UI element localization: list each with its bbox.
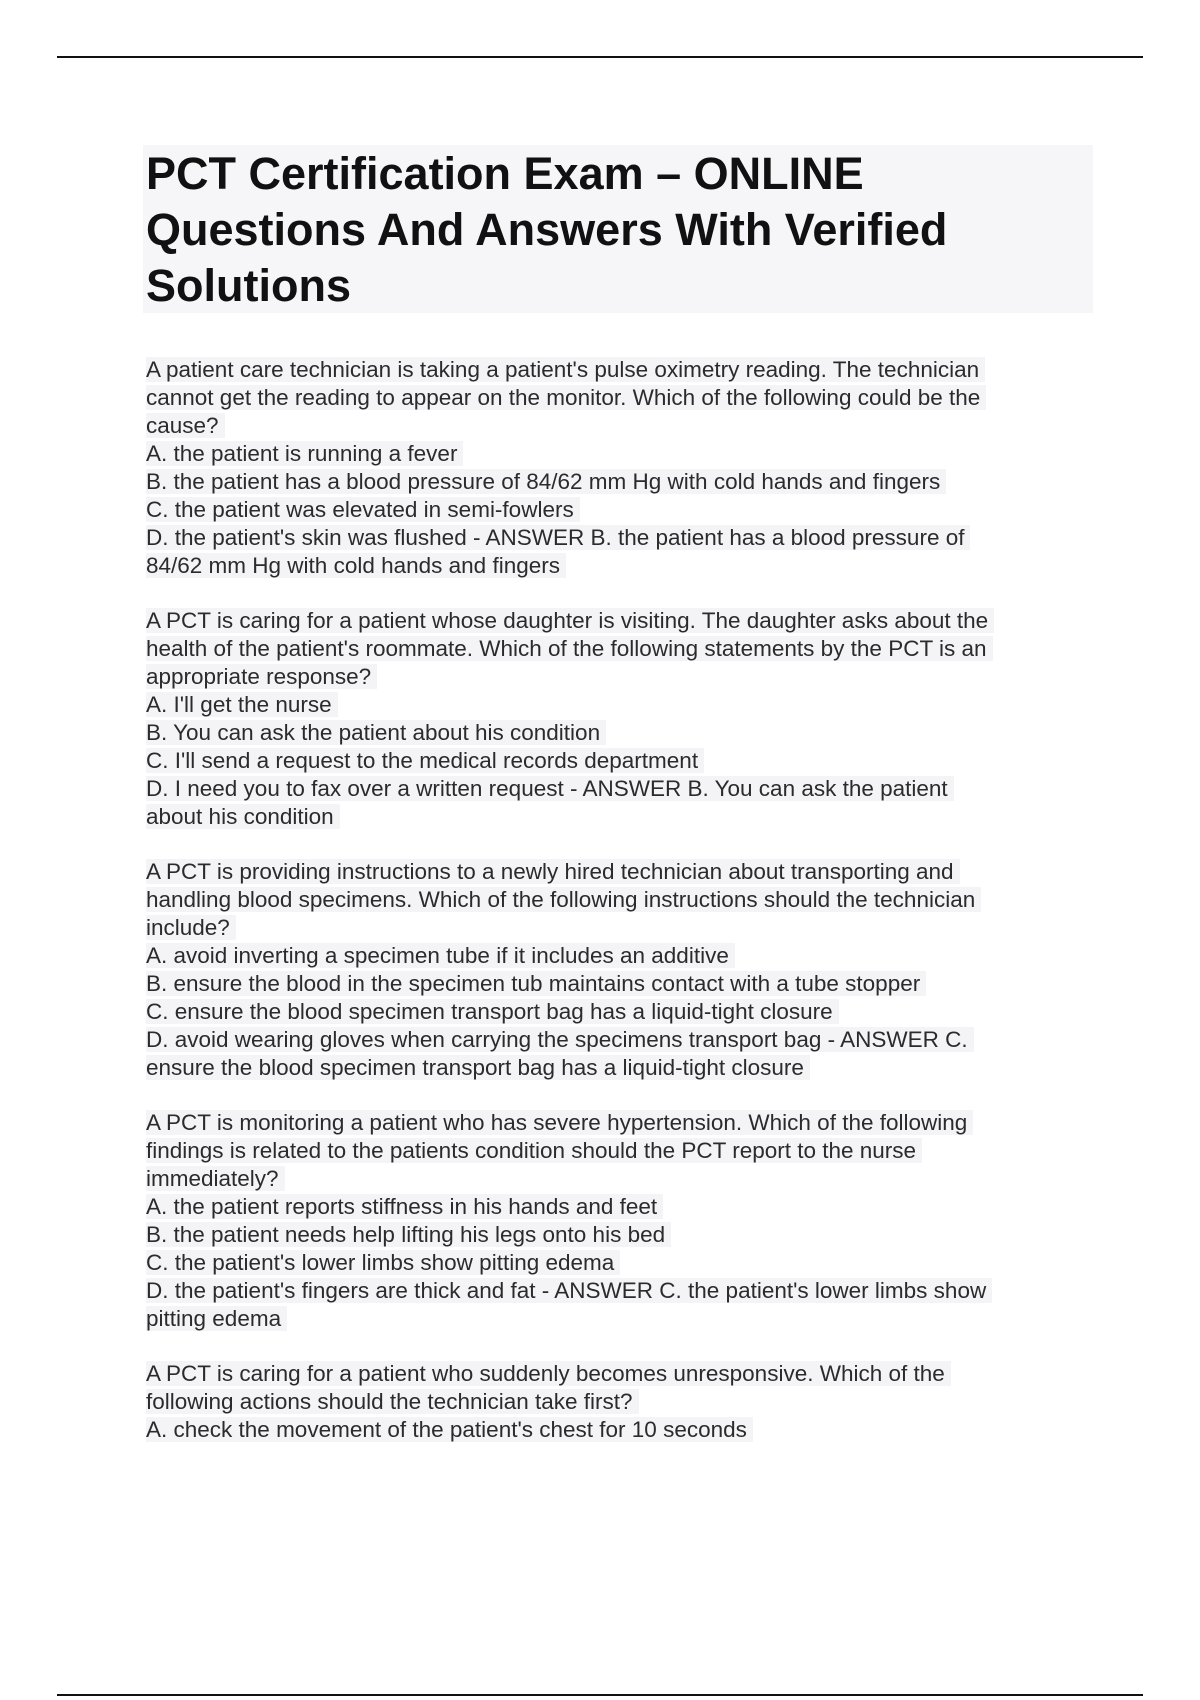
option-line: A. the patient reports stiffness in his hands and feet <box>146 1193 1086 1221</box>
answer-line: D. the patient's fingers are thick and fat - ANSWER C. the patient's lower limbs show <box>146 1277 1086 1305</box>
option-line: C. ensure the blood specimen transport bag has a liquid-tight closure <box>146 998 1086 1026</box>
answer-line: pitting edema <box>146 1305 1086 1333</box>
question-block-3 <box>146 858 1086 1082</box>
title-line: PCT Certification Exam – ONLINE <box>146 148 864 199</box>
option-line: A. avoid inverting a specimen tube if it includes an additive <box>146 942 1086 970</box>
question-line: A PCT is monitoring a patient who has severe hypertension. Which of the following <box>146 1109 1086 1137</box>
answer-line: 84/62 mm Hg with cold hands and fingers <box>146 552 1086 580</box>
answer-line: D. the patient's skin was flushed - ANSWER B. the patient has a blood pressure of <box>146 524 1086 552</box>
title-line: Questions And Answers With Verified <box>146 204 948 255</box>
question-block-2 <box>146 607 1086 831</box>
question-line: include? <box>146 914 1086 942</box>
option-line: C. I'll send a request to the medical records department <box>146 747 1086 775</box>
answer-line: ensure the blood specimen transport bag has a liquid-tight closure <box>146 1054 1086 1082</box>
document-title <box>146 146 1076 314</box>
answer-line: D. avoid wearing gloves when carrying the specimens transport bag - ANSWER C. <box>146 1026 1086 1054</box>
question-line: findings is related to the patients condition should the PCT report to the nurse <box>146 1137 1086 1165</box>
question-line: following actions should the technician take first? <box>146 1388 1086 1416</box>
question-line: A PCT is caring for a patient whose daughter is visiting. The daughter asks about the <box>146 607 1086 635</box>
header-rule <box>57 56 1143 58</box>
option-line: B. the patient has a blood pressure of 84/62 mm Hg with cold hands and fingers <box>146 468 1086 496</box>
question-block-1 <box>146 356 1086 580</box>
option-line: A. I'll get the nurse <box>146 691 1086 719</box>
option-line: C. the patient's lower limbs show pitting edema <box>146 1249 1086 1277</box>
question-line: immediately? <box>146 1165 1086 1193</box>
question-line: cause? <box>146 412 1086 440</box>
option-line: A. the patient is running a fever <box>146 440 1086 468</box>
question-line: A PCT is providing instructions to a newly hired technician about transporting and <box>146 858 1086 886</box>
question-list <box>146 356 1086 1471</box>
option-line: B. You can ask the patient about his condition <box>146 719 1086 747</box>
title-line: Solutions <box>146 260 351 311</box>
question-line: appropriate response? <box>146 663 1086 691</box>
question-line: handling blood specimens. Which of the following instructions should the technician <box>146 886 1086 914</box>
question-block-5 <box>146 1360 1086 1444</box>
answer-line: D. I need you to fax over a written request - ANSWER B. You can ask the patient <box>146 775 1086 803</box>
option-line: C. the patient was elevated in semi-fowlers <box>146 496 1086 524</box>
answer-line: about his condition <box>146 803 1086 831</box>
option-line: A. check the movement of the patient's chest for 10 seconds <box>146 1416 1086 1444</box>
option-line: B. the patient needs help lifting his legs onto his bed <box>146 1221 1086 1249</box>
question-line: cannot get the reading to appear on the monitor. Which of the following could be the <box>146 384 1086 412</box>
question-line: A PCT is caring for a patient who suddenly becomes unresponsive. Which of the <box>146 1360 1086 1388</box>
question-line: A patient care technician is taking a patient's pulse oximetry reading. The technician <box>146 356 1086 384</box>
question-line: health of the patient's roommate. Which of the following statements by the PCT is an <box>146 635 1086 663</box>
footer-rule <box>57 1694 1143 1696</box>
option-line: B. ensure the blood in the specimen tub maintains contact with a tube stopper <box>146 970 1086 998</box>
question-block-4 <box>146 1109 1086 1333</box>
